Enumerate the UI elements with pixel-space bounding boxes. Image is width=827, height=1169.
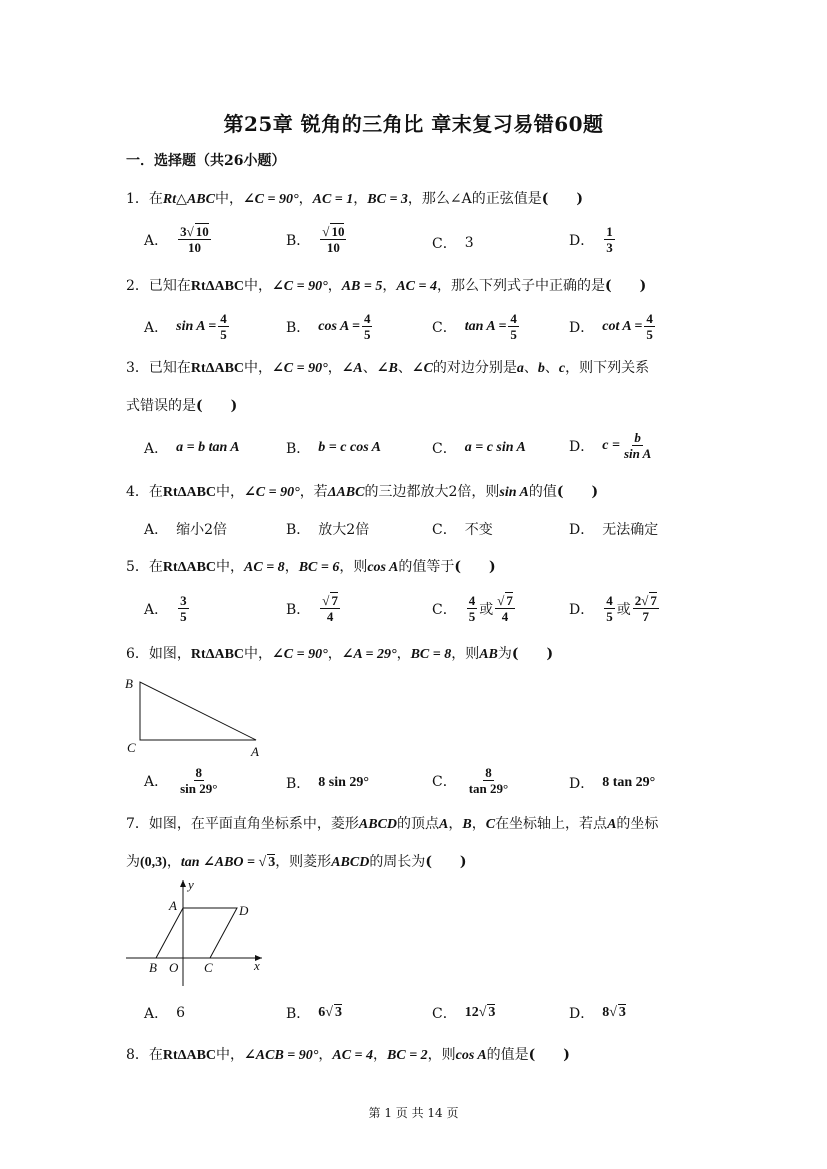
q1-tail: ，那么∠A的正弦值是 [407,191,542,207]
q4-mid: ，若 [299,484,328,500]
denominator: 5 [646,327,653,342]
q3-b: b [537,361,545,376]
option-label: D． [569,319,595,336]
option-text: 不变 [464,522,493,538]
q1-tri: △ [176,191,187,207]
option-label: C． [432,236,457,252]
denominator: 10 [326,240,340,255]
q5-num: 5．在 [126,559,163,575]
q7-t2: 在坐标轴上，若点 [495,816,608,832]
denominator: sin A [623,446,652,461]
q7-rhombus-figure [120,874,270,989]
radicand: 7 [331,593,338,608]
q1-abc: ABC [186,192,215,207]
option-text: 6 [176,1005,186,1021]
option-label: C． [432,601,457,618]
q5-c2: BC = 6 [298,560,340,575]
q8-c2: AC = 4 [332,1048,374,1063]
denominator: 10 [187,240,201,255]
q2-zhong: 中， [244,278,273,294]
vertex-label-b: B [125,676,133,691]
q2-paren: ( ) [605,278,647,294]
or-text: 或 [616,601,631,618]
q4-c1: ∠C = 90° [244,485,300,500]
section-heading: 一．选择题（共26小题） [126,153,286,169]
q4-fn: sin A [499,485,529,500]
numerator: 4 [646,311,653,326]
q7-option-b[interactable]: B． 6√ 3 [286,1005,342,1022]
q7-option-a[interactable] [144,1003,185,1023]
q1-c1: ∠C = 90° [242,192,299,207]
q8-sep1: ， [318,1047,333,1063]
q3-sep4: 、 [523,360,538,376]
q7-s1: ， [448,816,463,832]
fraction [622,430,653,461]
q6-rt: RtΔABC [190,647,245,662]
question-5 [126,556,496,576]
numerator: 4 [468,593,476,608]
q1-num: 1．在 [126,191,163,207]
q8-sep2: ， [373,1047,388,1063]
q5-rt: RtΔABC [162,560,217,575]
vertex-label-a: A [251,744,259,759]
option-text: 3 [464,235,474,251]
radicand: 7 [650,593,657,608]
q3-c3: ∠B [376,361,398,376]
coefficient: 3 [180,224,187,239]
coefficient: 12 [464,1005,479,1020]
q3-c4: ∠C [411,361,433,376]
page-title: 第25章 锐角的三角比 章末复习易错60题 [223,112,604,136]
q8-tail: 的值是 [486,1047,529,1063]
q6-c3: BC = 8 [410,647,452,662]
q7-option-c[interactable]: C． 12√ 3 [432,1005,496,1022]
q6-zhong: 中， [244,646,273,662]
option-label: B． [286,601,311,618]
numerator: 4 [510,311,517,326]
denominator: 5 [510,327,517,342]
option-label: D． [569,232,595,249]
option-label: C． [432,441,457,457]
q3-sep5: 、 [544,360,559,376]
q4-option-d[interactable] [569,519,658,539]
option-label: D． [569,1006,595,1022]
fraction: $\frac{3√ 10}{10}$ [180,224,209,255]
question-8 [126,1044,570,1064]
question-3 [126,357,649,377]
fraction [508,311,519,342]
option-text: a = b tan A [176,440,240,455]
vertex-label-c: C [204,960,213,975]
q2-option-d[interactable] [569,311,657,342]
q2-tail: ，那么下列式子中正确的是 [437,278,605,294]
q6-num: 6．如图， [126,646,191,662]
option-label: C． [432,522,457,538]
denominator: 4 [501,609,509,624]
q7-l2d: 的周长为 [369,854,426,870]
radicand: 10 [331,224,345,239]
question-7-line-2: 为(0,3)，tan ∠ABO = √ 3，则菱形ABCD的周长为( ) [126,854,467,870]
option-text: 放大2倍 [318,522,370,538]
q6-mid: ，则 [451,646,480,662]
q6-option-a[interactable] [144,765,221,796]
option-label: D． [569,776,595,792]
q6-triangle-figure [120,672,270,762]
q7-radicand: 3 [268,855,276,870]
option-function: cos A = [318,318,360,334]
q6-sep1: ， [327,646,342,662]
q1-c2: AC = 1 [312,192,354,207]
q3-a: a [516,361,524,376]
q6-paren: ( ) [511,646,554,662]
origin-label-o: O [169,960,179,975]
option-label: A． [144,1006,169,1022]
q3-option-a[interactable] [144,438,240,458]
question-7 [126,813,658,833]
q7-paren: ( ) [425,854,467,870]
q3-option-d[interactable] [569,430,655,461]
numerator: 4 [606,593,613,608]
q7-option-d[interactable]: D． 8√ 3 [569,1005,626,1022]
numerator: 1 [606,224,613,239]
q8-mid: ，则 [427,1047,456,1063]
fraction: $\frac{√ 7}{4}$ [322,593,338,624]
q8-num: 8．在 [126,1047,163,1063]
q5-option-b[interactable] [286,593,342,624]
q8-paren: ( ) [528,1047,570,1063]
or-text: 或 [479,601,494,618]
q7-rh: ABCD [358,817,398,832]
q3-option-b[interactable] [286,438,381,458]
q4-paren: ( ) [556,484,599,500]
option-text: 无法确定 [602,522,659,538]
q2-num: 2．已知在 [126,278,191,294]
option-label: B． [286,1006,311,1022]
q3-option-c[interactable] [432,438,526,458]
q2-option-a[interactable] [144,311,231,342]
q3-c1: ∠C = 90° [272,361,328,376]
q7-t1: 的顶点 [397,816,440,832]
q2-option-b[interactable] [286,311,374,342]
q1-paren: ( ) [541,191,584,207]
q5-sep1: ， [284,559,299,575]
q4-option-b[interactable] [286,519,369,539]
fraction [467,593,478,624]
option-label: B． [286,441,311,457]
option-text: b = c cos A [318,440,381,455]
q3-c: c [558,361,566,376]
question-4 [126,481,598,501]
q7-l2c: ，则菱形 [275,854,332,870]
denominator: 3 [606,240,613,255]
denominator: 5 [468,609,476,624]
vertex-label-a: A [169,898,177,913]
q5-tail: 的值等于 [398,559,455,575]
q3-c2: ∠A [341,361,363,376]
option-label: A． [144,522,169,538]
q3-zhong: 中， [244,360,273,376]
q1-option-d[interactable] [569,224,617,255]
q5-c1: AC = 8 [244,560,285,575]
numerator: 8 [485,765,492,780]
option-text: a = c sin A [464,440,526,455]
question-2 [126,275,646,295]
option-label: D． [569,438,595,455]
option-label: B． [286,776,311,792]
coefficient: 6 [318,1005,326,1020]
denominator: 5 [220,327,227,342]
fraction: $\frac{√ 7}{4}$ [497,593,513,624]
q1-option-a[interactable] [144,224,213,255]
denominator: tan 29° [468,781,509,796]
q4-tri: ΔABC [327,485,365,500]
q3-paren: ( ) [196,398,238,414]
q6-ab: AB [479,647,498,662]
q3-line2: 式错误的是 [126,398,196,414]
option-label: A． [144,232,169,249]
option-label: C． [432,773,457,790]
option-label: A． [144,601,169,618]
option-label: C． [432,319,457,336]
q3-rt: RtΔABC [190,361,245,376]
option-label: C． [432,1006,457,1022]
option-text: 8 sin 29° [318,775,370,790]
q3-sep3: 、 [397,360,412,376]
q2-sep2: ， [382,278,397,294]
q2-c1: ∠C = 90° [272,279,328,294]
q1-sep1: ， [298,191,313,207]
q7-l2b: ， [166,854,181,870]
q7-s2: ， [471,816,486,832]
triangle-shape [140,682,256,740]
vertex-label-b: B [149,960,157,975]
fraction [644,311,655,342]
numerator: 4 [363,311,371,326]
q4-zhong: 中， [216,484,245,500]
fraction [178,765,219,796]
q8-c3: BC = 2 [387,1048,428,1063]
denominator: 5 [606,609,613,624]
q1-rt: Rt [162,192,177,207]
q1-c3: BC = 3 [367,192,408,207]
q3-num: 3．已知在 [126,360,191,376]
coefficient: 8 [602,1005,610,1020]
q1-zhong: 中， [214,191,243,207]
vertex-label-d: D [239,903,249,918]
coefficient: 2 [634,593,642,608]
q2-c2: AB = 5 [341,279,383,294]
option-label: D． [569,601,595,618]
option-label: D． [569,522,595,538]
fraction: $\frac{√ 10}{10}$ [322,224,345,255]
q4-num: 4．在 [126,484,163,500]
denominator: 5 [363,327,371,342]
q2-sep1: ， [327,278,342,294]
q1-option-b[interactable] [286,224,348,255]
radicand: 3 [618,1005,626,1020]
q1-sep2: ， [353,191,368,207]
q5-zhong: 中， [216,559,245,575]
option-function: cot A = [602,318,643,334]
option-function: tan A = [464,318,507,334]
option-label: A． [144,441,169,457]
page-footer: 第 1 页 共 14 页 [368,1106,459,1120]
vertex-label-c: C [127,740,136,755]
q2-rt: RtΔABC [190,279,245,294]
q5-mid: ，则 [339,559,368,575]
question-1 [126,188,583,208]
q4-option-a[interactable] [144,519,227,539]
numerator: b [634,430,641,445]
q3-sep1: ， [327,360,342,376]
question-6 [126,643,553,663]
q6-option-d[interactable] [569,773,655,793]
fraction [362,311,373,342]
fraction [218,311,229,342]
q6-option-c[interactable] [432,765,512,796]
q3-tail2: ，则下列关系 [565,360,650,376]
numerator: 4 [220,311,227,326]
denominator: 5 [180,609,187,624]
q5-option-a[interactable] [144,593,191,624]
numerator: 8 [195,765,203,780]
q8-c1: ∠ACB = 90° [244,1048,319,1063]
radicand: 3 [488,1005,496,1020]
numerator: 3 [180,593,187,608]
q4-tail1: 的三边都放大2倍，则 [364,484,500,500]
q5-fn: cos A [367,560,399,575]
option-function: sin A = [176,318,217,334]
axis-label-x: x [254,958,260,973]
q7-pt: (0,3) [140,855,167,870]
q6-c2: ∠A = 29° [341,647,397,662]
option-label: A． [144,319,169,336]
y-axis-arrow [180,880,186,887]
question-3-line-2 [126,395,237,415]
q8-zhong: 中， [216,1047,245,1063]
option-label: A． [144,773,169,790]
q3-tail1: 的对边分别是 [432,360,517,376]
q7-b: B [462,817,472,832]
option-label: B． [286,319,311,336]
q6-sep2: ， [396,646,411,662]
q5-option-d[interactable] [569,593,661,624]
q7-tanexpr: tan ∠ABO = [180,855,259,870]
q2-c3: AC = 4 [396,279,437,294]
denominator: 7 [642,609,650,624]
denominator: sin 29° [180,781,218,796]
q7-a: A [439,817,449,832]
q6-c1: ∠C = 90° [272,647,328,662]
q4-rt: RtΔABC [162,485,217,500]
radicand: 7 [506,593,513,608]
q7-l2a: 为 [126,854,140,870]
q7-t3: 的坐标 [616,816,659,832]
fraction [604,593,615,624]
fraction: $\frac{2√ 7}{7}$ [634,593,657,624]
q6-tail: 为 [497,646,512,662]
q8-rt: RtΔABC [162,1048,217,1063]
option-label: B． [286,232,311,249]
denominator: 4 [326,609,334,624]
q7-rh2: ABCD [331,855,370,870]
rhombus-shape [156,908,237,958]
q5-option-c[interactable] [432,593,517,624]
fraction [604,224,615,255]
q4-option-c[interactable] [432,519,493,539]
q4-tail2: 的值 [528,484,557,500]
q7-c: C [485,817,496,832]
q2-option-c[interactable] [432,311,521,342]
option-text: 缩小2倍 [176,522,228,538]
axis-label-y: y [188,877,194,892]
q5-paren: ( ) [454,559,496,575]
q1-option-c[interactable] [432,233,474,253]
radicand: 3 [334,1005,342,1020]
q3-sep2: 、 [362,360,377,376]
fraction [467,765,511,796]
option-label: B． [286,522,311,538]
q7-a2: A [607,817,617,832]
option-text: 8 tan 29° [602,775,656,790]
q8-fn: cos A [455,1048,487,1063]
fraction [178,593,189,624]
radicand: 10 [195,224,209,239]
option-lhs: c = [602,437,620,453]
q6-option-b[interactable] [286,773,369,793]
q7-num: 7．如图，在平面直角坐标系中，菱形 [126,816,359,832]
